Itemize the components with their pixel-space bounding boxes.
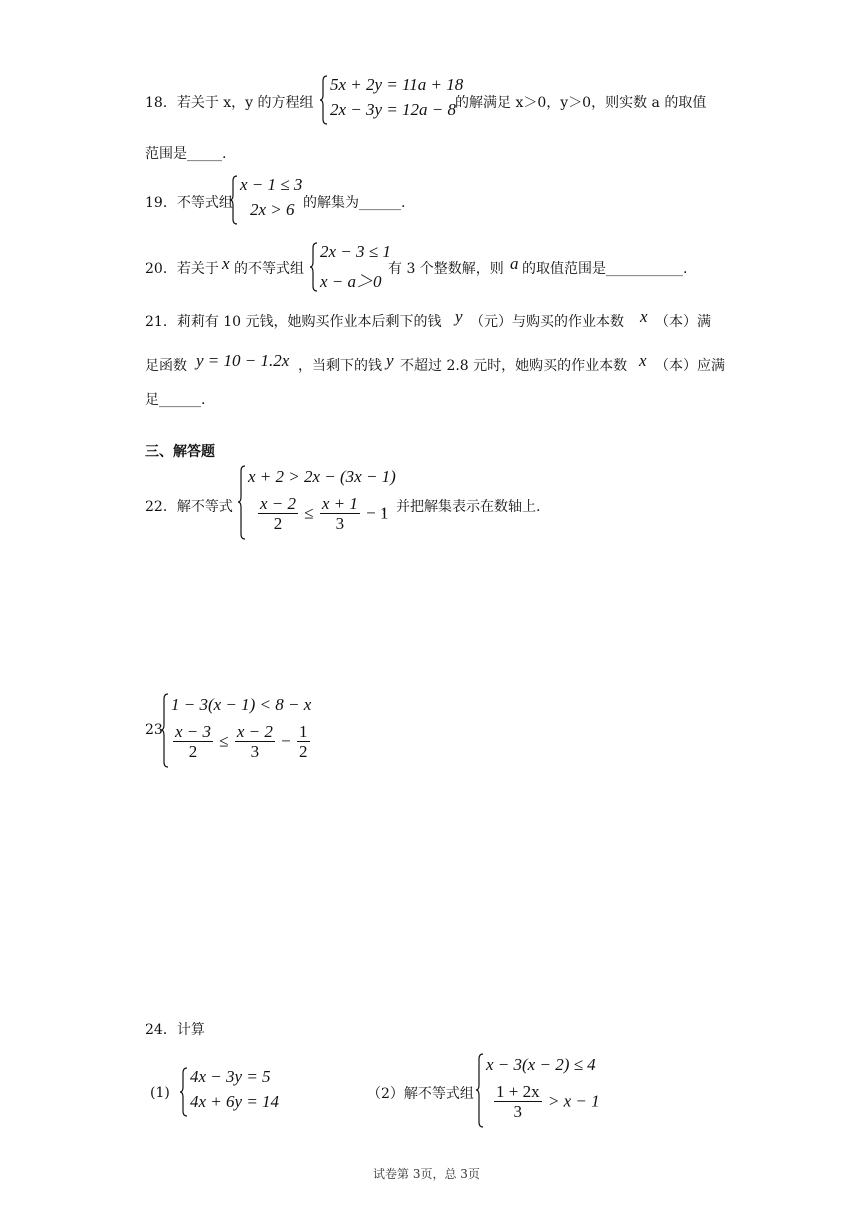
q19-inequality-system	[230, 175, 310, 225]
q24-p1-eq2: 4x + 6y = 14	[190, 1092, 280, 1111]
q18-eq1: 5x + 2y = 11a + 18	[330, 75, 464, 94]
q19-suffix: 的解集为______.	[303, 195, 406, 211]
brace-icon	[320, 75, 328, 125]
brace-icon	[161, 693, 169, 768]
q21-function: y = 10 − 1.2x	[196, 351, 290, 370]
q20-var-a: a	[510, 254, 519, 273]
brace-icon	[310, 242, 318, 292]
q21-var-x: x	[640, 307, 648, 326]
q24-inequality-system	[476, 1053, 616, 1128]
q18-prefix: 18．若关于 x，y 的方程组	[145, 95, 314, 111]
section-heading: 三、解答题	[145, 444, 215, 460]
q20-prefix: 20．若关于	[145, 261, 219, 277]
fraction: $\frac{x - 3}{2}$	[175, 722, 212, 761]
q20-eq1: 2x − 3 ≤ 1	[320, 242, 391, 261]
q21-line2c: 不超过 2.8 元时，她购买的作业本数	[400, 358, 628, 374]
q23-inequality-system	[161, 693, 311, 768]
q19-eq1: x − 1 ≤ 3	[240, 175, 303, 194]
q24-part1-label: (1)	[150, 1085, 170, 1101]
fraction: $\frac{1 + 2x}{3}$	[496, 1082, 540, 1121]
q19-eq2: 2x > 6	[250, 200, 295, 219]
q20-var-x: x	[222, 254, 230, 273]
page-footer: 试卷第 3页，总 3页	[373, 1167, 480, 1181]
q21-line2b: ，当剩下的钱	[298, 358, 382, 374]
q24-p2-eq1: x − 3(x − 2) ≤ 4	[486, 1055, 596, 1074]
q21-line3: 足______.	[145, 392, 206, 408]
fraction: $\frac{x - 2}{2}$	[260, 494, 297, 533]
q22-eq2: $\frac{x - 2}{2}$ ≤ $\frac{x + 1}{3}$ − 1	[260, 494, 389, 533]
q18-suffix: 的解满足 x＞0，y＞0，则实数 a 的取值	[455, 95, 707, 111]
q23-eq2: $\frac{x - 3}{2}$ ≤ $\frac{x - 2}{3}$ − $\frac{1}{2}$	[175, 722, 308, 761]
q24-p2-eq2: $\frac{1 + 2x}{3}$ > x − 1	[496, 1082, 600, 1121]
q20-suffix1: 有 3 个整数解，则	[388, 261, 504, 277]
q24-title: 24．计算	[145, 1022, 205, 1038]
q24-p1-eq1: 4x − 3y = 5	[190, 1067, 271, 1086]
q21-line1a: 21．莉莉有 10 元钱，她购买作业本后剩下的钱	[145, 314, 442, 330]
q20-eq2: x − a＞0	[320, 272, 382, 291]
fraction: $\frac{1}{2}$	[299, 722, 308, 761]
q18-eq2: 2x − 3y = 12a − 8	[330, 100, 457, 119]
q21-line1b: （元）与购买的作业本数	[470, 314, 624, 330]
q21-var-y2: y	[386, 351, 394, 370]
brace-icon	[180, 1067, 188, 1117]
q24-part2-label: （2）解不等式组	[367, 1086, 474, 1102]
q18-equation-system	[320, 75, 464, 125]
q22-suffix: ，并把解集表示在数轴上.	[382, 499, 541, 515]
q21-line2a: 足函数	[145, 358, 187, 374]
q22-prefix: 22．解不等式	[145, 499, 233, 515]
q21-var-x2: x	[639, 351, 647, 370]
q20-suffix2: 的取值范围是___________.	[522, 261, 688, 277]
brace-icon	[230, 175, 238, 225]
q20-inequality-system	[310, 242, 390, 292]
q24-equation-system	[180, 1067, 300, 1117]
brace-icon	[476, 1053, 484, 1128]
q22-inequality-system	[238, 465, 398, 540]
q21-var-y: y	[455, 307, 463, 326]
q20-mid: 的不等式组	[234, 261, 304, 277]
brace-icon	[238, 465, 246, 540]
fraction: $\frac{x - 2}{3}$	[236, 722, 273, 761]
fraction: $\frac{x + 1}{3}$	[321, 494, 358, 533]
q23-eq1: 1 − 3(x − 1) < 8 − x	[171, 695, 312, 714]
q22-eq1: x + 2 > 2x − (3x − 1)	[248, 467, 396, 486]
q23-number: 23	[145, 722, 163, 738]
q21-line2d: （本）应满	[655, 358, 725, 374]
q18-line2: 范围是_____.	[145, 146, 227, 162]
q19-prefix: 19．不等式组	[145, 195, 233, 211]
q21-line1c: （本）满	[655, 314, 711, 330]
